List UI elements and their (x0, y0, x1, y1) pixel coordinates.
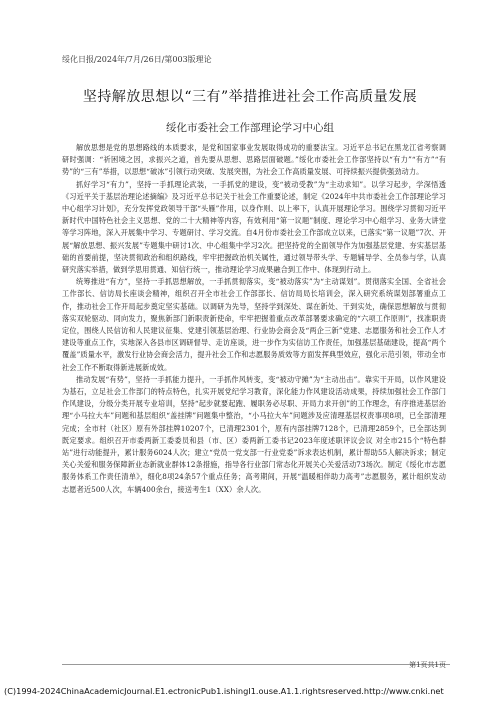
paragraph: 统筹推进“有方”，坚持一手抓思想解放，一手抓贯彻落实，变“被动落实”为“主动谋划”。贯彻落实全国、全省社会工作部长、信访局长座谈会精神，组织召开全市社会工作部部长、信访局局长培训会，深入研究系统谋划部署重点工作，推动社会工作开局起步奠定坚实基础。以调研为先导，坚持学到深处、谋在新处、干到实处，确保思想解放与贯彻落实双轮驱动、同向发力，聚焦新部门新职责新使命，牢牢把握着重点改革部署要求确定的“六项工作原则”，找准职责定位，围绕人民信访和人民建议征集、党建引领基层治理、行业协会商会及“两企三新”党建、志愿服务和社会工作人才建设等重点工作，实地深入各县市区调研督导、走访座谈，进一步作为实信访工作责任，加强基层基础建设，提高“两个覆盖”质量水平，激发行业协会商会活力，提升社会工作和志愿服务质效等方面发挥典型效应，强化示范引领，带动全市社会工作不断取得新进展新成效。 (62, 277, 446, 372)
paragraph: 推动发展“有势”，坚持一手抓能力提升，一手抓作风转变，变“被动守摊”为“主动出击”。靠实干开局，以作风建设为基石，立足社会工作部门的特点特色，扎实开展党纪学习教育，深化能力作风建设活动成果，持续加强社会工作部门作风建设，分级分类开展专业培训，坚持“起步就要起跑、履职务必尽职、开局力求开创”的工作理念，有序推进基层治理“小马拉大车”问题和基层组织“盖挂牌”问题集中整治，“小马拉大车”问题涉及应清理基层权责事项8项，已全部清理完成；全市村（社区）原有外部挂牌10207个，已清理2301个，原有内部挂牌7128个，已清理2859个，已全部达到既定要求。组织召开市委两新工委委员和县（市、区）委两新工委书记2023年度述职评议会议 对全市215个“特色群站”进行动能提升，累计服务6024人次；建立“党员一党支部一行业党委”诉求表达机制，累计帮助55人解决诉求；制定关心关爱和服务保障新业态新就业群体12条措施，指导各行业部门常态化开展关心关爱活动73场次。制定《绥化市志愿服务体系工作责任清单》，细化8项24条57个重点任务；高考期间，开展“温暖相伴助力高考”志愿服务，累计组织发动志愿者近500人次，车辆400余台，接送考生1（XX）余人次。 (62, 374, 446, 494)
page-number: 第1页共1页 (409, 661, 446, 669)
paragraph: 抓好学习“有力”，坚持一手抓理论武装，一手抓党的建设，变“被动受教”为“主动求知”。以学习起步，学深悟透《习近平关于基层治理论述摘编》及习近平总书记关于社会工作重要论述，制定《2024年中共市委社会工作部理论学习中心组学习计划》，充分发挥党政领导干部“头雁”作用，以身作则、以上率下，认真开展理论学习。围绕学习贯彻习近平新时代中国特色社会主义思想、党的二十大精神等内容，有效利用“第一议题”制度、理论学习中心组学习、业务大讲堂等学习阵地，深入开展集中学习、专题研讨、学习交流。自4月份市委社会工作部成立以来，已落实“第一议题”7次、开展“解放思想、振兴发展”专题集中研讨1次、中心组集中学习2次。把坚持党的全面领导作为加强基层党建、夯实基层基础的首要前提，坚决贯彻政治和组织路线，牢牢把握政治机关属性，通过领导带头学、专题辅导学、全员参与学，认真研究落实举措，做到学思用贯通、知信行统一，推动理论学习成果融合到工作中、体现到行动上。 (62, 179, 446, 275)
article-body (62, 142, 446, 496)
copyright-notice: (C)1994-2024ChinaAcademicJournal.E1.ectronicPub1.ishingI1.ouse.A1.1.rightsreserved.http://www.cnki.net (4, 686, 444, 696)
footer-divider (62, 664, 450, 665)
paragraph: 解放思想是党的思想路线的本质要求，是党和国家事业发展取得成功的重要法宝。习近平总书记在黑龙江省考察调研时强调：“祈困境之因，求振兴之道，首先要从思想、思路层面破题。”绥化市委社会工作部坚持以“有力”“有方”“有势”的“三有”举措，以思想“破冰”引领行动突破、发展突围，为社会工作高质量发展、可持续振兴提供强劲动力。 (62, 143, 446, 177)
source-line: 绥化日报/2024年/7月/26日/第003版理论 (62, 55, 212, 64)
article-title: 坚持解放思想以“三有”举措推进社会工作高质量发展 (82, 89, 418, 105)
article-author: 绥化市委社会工作部理论学习中心组 (166, 122, 334, 134)
